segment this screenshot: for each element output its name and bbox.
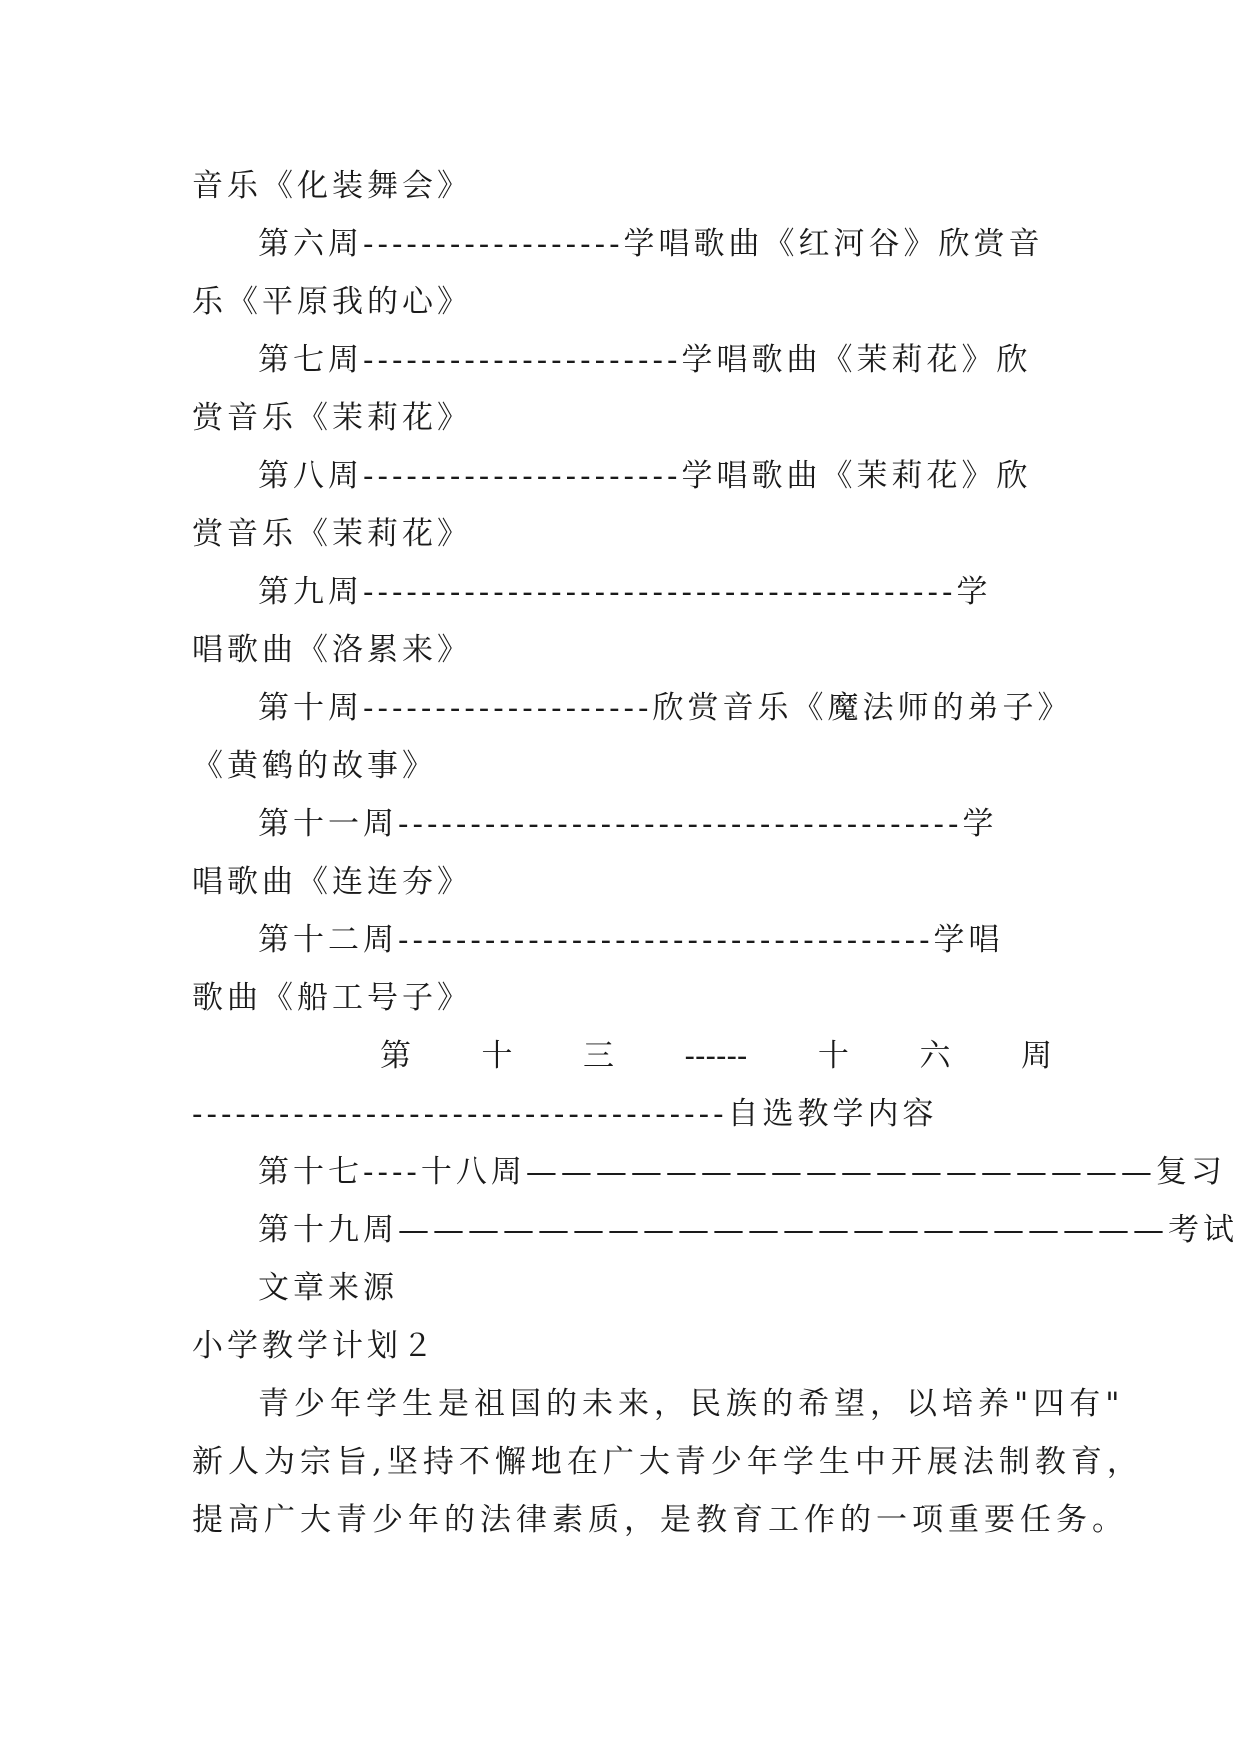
spread-word: 周 bbox=[1020, 1038, 1052, 1074]
text-line: 第八周----------------------学唱歌曲《茉莉花》欣 bbox=[258, 458, 1032, 494]
text-line: 第十九周——————————————————————考试 bbox=[258, 1212, 1238, 1248]
text-line: 《黄鹤的故事》 bbox=[192, 748, 437, 784]
text-line: 赏音乐《茉莉花》 bbox=[192, 516, 472, 552]
paragraph-line: 提高广大青少年的法律素质，是教育工作的一项重要任务。 bbox=[192, 1502, 1128, 1538]
text-line: 第十一周---------------------------------------学 bbox=[258, 806, 998, 842]
spread-text-line bbox=[380, 1036, 1052, 1076]
text-line: -------------------------------------自选教学内容 bbox=[192, 1096, 938, 1132]
text-line: 第六周------------------学唱歌曲《红河谷》欣赏音 bbox=[258, 226, 1044, 262]
paragraph-line: 新人为宗旨,坚持不懈地在广大青少年学生中开展法制教育， bbox=[192, 1444, 1143, 1480]
text-line: 文章来源 bbox=[258, 1270, 398, 1306]
spread-word: 十 bbox=[817, 1038, 849, 1074]
text-line: 第九周-----------------------------------------学 bbox=[258, 574, 992, 610]
spread-word: 十 bbox=[481, 1038, 513, 1074]
text-line: 第十二周-------------------------------------学唱 bbox=[258, 922, 1004, 958]
text-line: 第十周--------------------欣赏音乐《魔法师的弟子》 bbox=[258, 690, 1073, 726]
paragraph-line: 青少年学生是祖国的未来，民族的希望，以培养"四有" bbox=[258, 1386, 1125, 1422]
text-line: 唱歌曲《连连夯》 bbox=[192, 864, 472, 900]
text-line: 乐《平原我的心》 bbox=[192, 284, 472, 320]
text-line: 赏音乐《茉莉花》 bbox=[192, 400, 472, 436]
spread-word: ------ bbox=[684, 1038, 748, 1074]
section-title: 小学教学计划２ bbox=[192, 1328, 437, 1364]
text-line: 唱歌曲《洛累来》 bbox=[192, 632, 472, 668]
text-line: 第七周----------------------学唱歌曲《茉莉花》欣 bbox=[258, 342, 1032, 378]
text-line: 音乐《化装舞会》 bbox=[192, 168, 472, 204]
spread-word: 第 bbox=[380, 1038, 411, 1074]
text-line: 第十七----十八周——————————————————复习 bbox=[258, 1154, 1226, 1190]
spread-word: 六 bbox=[919, 1038, 951, 1074]
spread-word: 三 bbox=[583, 1038, 615, 1074]
text-line: 歌曲《船工号子》 bbox=[192, 980, 472, 1016]
